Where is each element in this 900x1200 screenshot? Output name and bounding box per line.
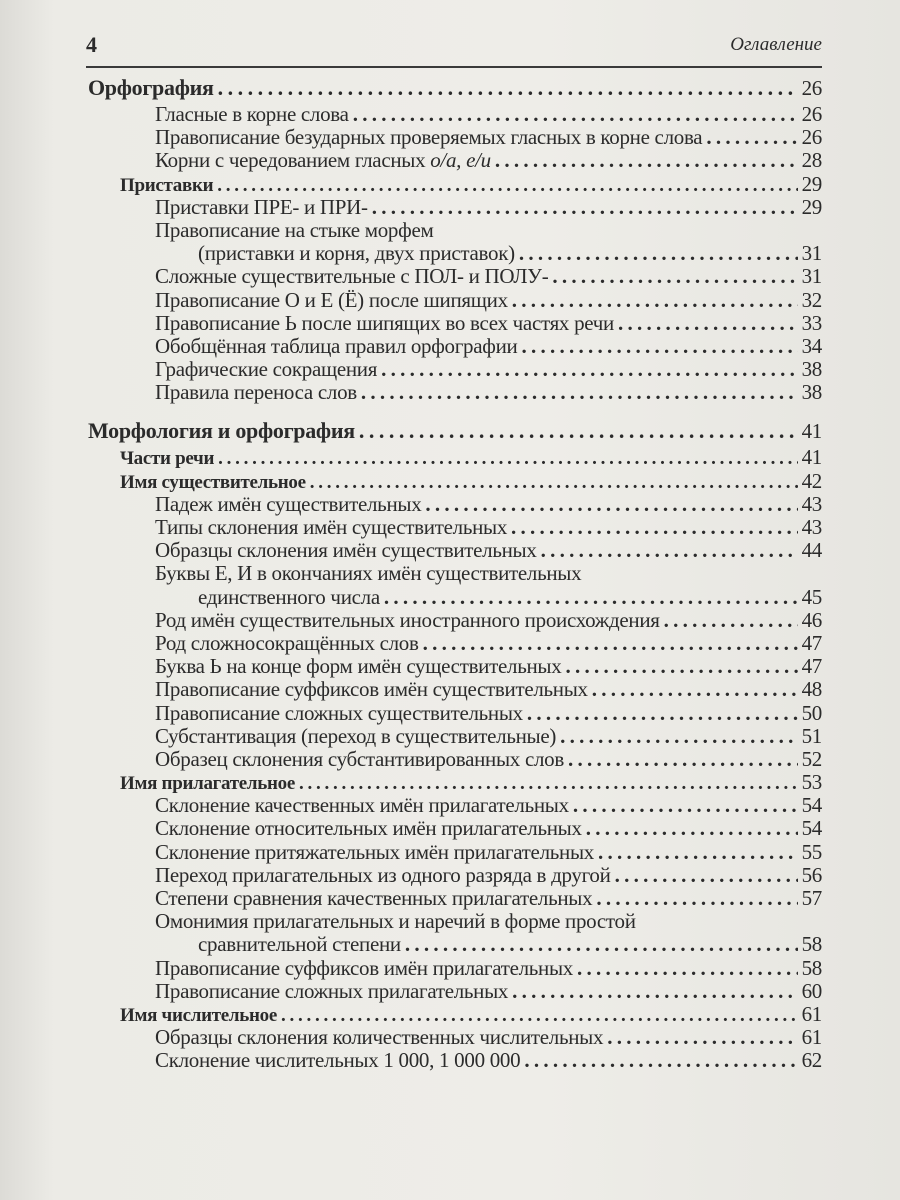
toc-page-number: 48 [801, 677, 822, 702]
toc-page-number: 56 [801, 862, 822, 887]
toc-entry [88, 126, 822, 149]
toc-page-number: 32 [801, 287, 822, 312]
toc-page-number: 58 [801, 955, 822, 980]
toc-entry-title: Графические сокращения [155, 357, 378, 382]
toc-page-number: 45 [801, 584, 822, 609]
toc-entry-title-italic: о/а, е/и [430, 148, 491, 173]
toc-page-number: 51 [801, 723, 822, 748]
dot-leader [511, 516, 798, 539]
toc-entry-title: Омонимия прилагательных и наречий в форме простой [155, 909, 636, 934]
toc-entry [88, 794, 822, 817]
toc-entry-title: Переход прилагательных из одного разряда в другой [155, 862, 611, 887]
toc-page-number: 26 [801, 125, 822, 150]
toc-entry-title-continuation: единственного числа [198, 584, 380, 609]
toc-chapter [88, 173, 822, 196]
toc-entry-continuation [88, 933, 822, 956]
toc-section [88, 73, 822, 103]
dot-leader [552, 265, 797, 288]
toc-entry-title: Морфология и орфография [88, 418, 355, 444]
dot-leader [706, 126, 797, 149]
toc-entry-title: Правописание суффиксов имён существительных [155, 677, 588, 702]
toc-page-number: 44 [801, 538, 822, 563]
toc-page-number: 41 [801, 419, 822, 444]
toc-page-number: 58 [801, 932, 822, 957]
toc-entry [88, 289, 822, 312]
toc-entry [88, 265, 822, 288]
dot-leader [512, 980, 797, 1003]
toc-chapter [88, 771, 822, 794]
toc-entry [88, 864, 822, 887]
dot-leader [281, 1004, 798, 1027]
dot-leader [384, 586, 798, 609]
toc-entry [88, 381, 822, 404]
toc-page-number: 41 [801, 445, 822, 470]
toc-page-number: 29 [801, 194, 822, 219]
toc-entry [88, 841, 822, 864]
toc-page-number: 26 [801, 76, 822, 100]
toc-entry [88, 1026, 822, 1049]
toc-entry [88, 632, 822, 655]
dot-leader [218, 73, 798, 103]
toc-entry [88, 702, 822, 725]
dot-leader [565, 655, 797, 678]
toc-entry-title: Степени сравнения качественных прилагательных [155, 886, 593, 910]
dot-leader [596, 887, 797, 910]
toc-page-number: 33 [801, 310, 822, 335]
toc-chapter [88, 446, 822, 469]
toc-page-number: 52 [801, 746, 822, 771]
dot-leader [521, 335, 797, 358]
toc-entry-title: Имя числительное [120, 1004, 278, 1026]
dot-leader [577, 957, 798, 980]
running-title: Оглавление [730, 34, 822, 55]
toc-entry-title: Типы склонения имён существительных [155, 515, 508, 539]
toc-page-number: 50 [801, 700, 822, 725]
toc-entry [88, 196, 822, 219]
toc-page-number: 62 [801, 1048, 822, 1073]
toc-entry-title: Буква Ь на конце форм имён существительных [155, 654, 562, 679]
page-number: 4 [86, 32, 97, 57]
toc-entry [88, 335, 822, 358]
toc-page-number: 55 [801, 839, 822, 864]
toc-page-number: 61 [801, 1025, 822, 1050]
dot-leader [405, 933, 798, 956]
toc-entry-title: Буквы Е, И в окончаниях имён существительных [155, 561, 582, 586]
toc-entry [88, 980, 822, 1003]
toc-page-number: 26 [801, 102, 822, 126]
dot-leader [512, 289, 798, 312]
toc-entry-title-continuation: сравнительной степени [198, 932, 401, 957]
toc-entry [88, 887, 822, 910]
dot-leader [519, 242, 798, 265]
toc-entry-title: Приставки ПРЕ- и ПРИ- [155, 194, 368, 219]
toc-entry [88, 516, 822, 539]
toc-entry-title: Правописание безударных проверяемых гласных в корне слова [155, 125, 703, 150]
dot-leader [425, 493, 797, 516]
dot-leader [527, 702, 798, 725]
toc-entry-title: Имя существительное [120, 471, 306, 493]
toc-entry [88, 748, 822, 771]
toc-entry-title: Правописание сложных прилагательных [155, 978, 509, 1003]
toc-entry-title: Склонение качественных имён прилагательных [155, 793, 569, 818]
toc-entry-title: Орфография [88, 75, 214, 100]
toc-page-number: 31 [801, 264, 822, 289]
toc-page-number: 57 [801, 886, 822, 910]
dot-leader [598, 841, 798, 864]
dot-leader [592, 678, 798, 701]
toc-page-number: 61 [801, 1001, 822, 1026]
toc-page-number: 43 [801, 491, 822, 516]
toc-page-number: 31 [801, 241, 822, 266]
toc-page-number: 47 [801, 654, 822, 679]
toc-entry-title: Сложные существительные с ПОЛ- и ПОЛУ- [155, 264, 549, 289]
toc-page-number: 43 [801, 515, 822, 539]
toc-entry-title: Склонение относительных имён прилагательных [155, 816, 582, 841]
dot-leader [218, 447, 797, 470]
toc-page-number: 53 [801, 770, 822, 795]
dot-leader [495, 149, 798, 172]
toc-section [88, 416, 822, 446]
dot-leader [586, 817, 798, 840]
toc-entry-title: Образцы склонения количественных числительных [155, 1025, 604, 1050]
toc-entry-title: Правописание Ь после шипящих во всех частях речи [155, 310, 614, 335]
toc-entry-title: Правописание суффиксов имён прилагательных [155, 955, 574, 980]
toc-entry-title-continuation: (приставки и корня, двух приставок) [198, 241, 515, 266]
toc-entry-continuation [88, 586, 822, 609]
toc-entry [88, 312, 822, 335]
toc-entry-title: Род сложносокращённых слов [155, 630, 419, 655]
toc-entry [88, 957, 822, 980]
toc-page-number: 47 [801, 630, 822, 655]
dot-leader [361, 381, 798, 404]
toc-chapter [88, 470, 822, 493]
dot-leader [310, 471, 798, 494]
table-of-contents [88, 73, 822, 1073]
toc-entry-title: Корни с чередованием гласных о/а, е/и [155, 148, 491, 173]
dot-leader [423, 632, 798, 655]
toc-page-number: 42 [801, 468, 822, 493]
toc-page-number: 46 [801, 607, 822, 632]
toc-entry-title: Правописание О и Е (Ё) после шипящих [155, 287, 508, 312]
toc-entry-title: Приставки [120, 174, 214, 196]
dot-leader [560, 725, 798, 748]
toc-page-number: 54 [801, 793, 822, 818]
toc-entry-title: Образец склонения субстантивированных слов [155, 746, 564, 771]
dot-leader [353, 103, 798, 126]
dot-leader [299, 772, 798, 795]
dot-leader [541, 539, 798, 562]
toc-entry-title: Падеж имён существительных [155, 491, 422, 516]
dot-leader [615, 864, 798, 887]
toc-page-number: 38 [801, 357, 822, 382]
toc-entry [88, 725, 822, 748]
dot-leader [359, 416, 798, 446]
toc-page-number: 60 [801, 978, 822, 1003]
dot-leader [524, 1049, 797, 1072]
toc-entry [88, 678, 822, 701]
toc-entry [88, 655, 822, 678]
toc-entry-title: Правописание на стыке морфем [155, 217, 434, 242]
toc-page-number: 34 [801, 333, 822, 358]
dot-leader [664, 609, 798, 632]
dot-leader [607, 1026, 797, 1049]
toc-entry [88, 539, 822, 562]
toc-page-number: 28 [801, 148, 822, 173]
toc-entry [88, 103, 822, 126]
dot-leader [372, 196, 798, 219]
toc-entry [88, 1049, 822, 1072]
toc-page-number: 38 [801, 380, 822, 405]
toc-entry [88, 817, 822, 840]
toc-entry [88, 609, 822, 632]
toc-entry-title: Обобщённая таблица правил орфографии [155, 333, 518, 358]
dot-leader [618, 312, 798, 335]
toc-page-number: 29 [801, 171, 822, 196]
toc-entry [88, 910, 822, 933]
toc-entry [88, 493, 822, 516]
toc-entry-title: Склонение числительных 1 000, 1 000 000 [155, 1048, 521, 1073]
toc-entry [88, 358, 822, 381]
toc-entry-title: Части речи [120, 448, 215, 470]
toc-entry [88, 562, 822, 585]
toc-entry-title: Правописание сложных существительных [155, 700, 523, 725]
toc-entry-title: Субстантивация (переход в существительные) [155, 723, 557, 748]
toc-entry-title: Правила переноса слов [155, 380, 357, 405]
toc-entry-title: Гласные в корне слова [155, 102, 349, 126]
dot-leader [217, 174, 797, 197]
toc-entry-title: Имя прилагательное [120, 773, 295, 795]
page-header [86, 32, 822, 68]
dot-leader [573, 794, 798, 817]
toc-entry-title: Склонение притяжательных имён прилагательных [155, 839, 594, 864]
toc-chapter [88, 1003, 822, 1026]
toc-entry [88, 149, 822, 172]
toc-entry-continuation [88, 242, 822, 265]
toc-entry-title: Образцы склонения имён существительных [155, 538, 537, 563]
toc-entry-title: Род имён существительных иностранного происхождения [155, 607, 660, 632]
toc-entry [88, 219, 822, 242]
toc-page-number: 54 [801, 816, 822, 841]
dot-leader [381, 358, 798, 381]
dot-leader [568, 748, 798, 771]
